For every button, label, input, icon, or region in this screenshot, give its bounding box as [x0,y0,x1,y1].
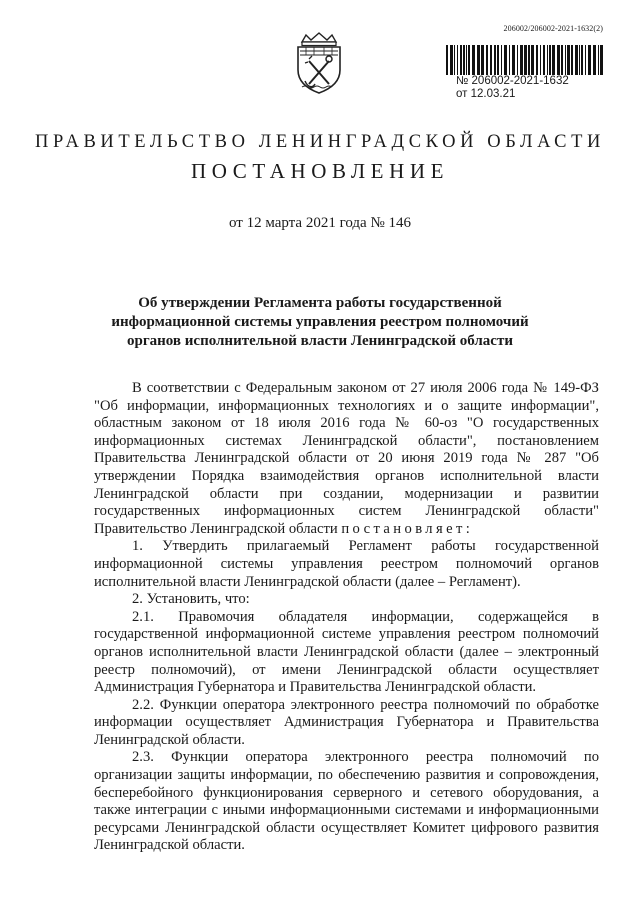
paragraph-item-2-1: 2.1. Правомочия обладателя информации, содержащейся в государственной информационной системе управления реестром полномочий органов исполнительной власти Ленинградской области (далее – электронный реестр полномочий), от имени Ленинградской области осуществляет Администрация Губернатора и Правительства Ленинградской области. [94,608,599,696]
barcode-bar [549,45,551,75]
barcode-bar [593,45,596,75]
barcode-bar [463,45,465,75]
barcode-bar [468,45,470,75]
barcode-bar [517,45,518,75]
barcode-bar [460,45,462,75]
barcode-icon [446,45,604,75]
barcode-bar [561,45,563,75]
barcode-bar [454,45,455,75]
heading-line: информационной системы управления реестром полномочий [111,314,529,330]
document-type: ПОСТАНОВЛЕНИЕ [190,159,450,183]
barcode-bar [543,45,545,75]
barcode-bar [585,45,586,75]
registration-stamp [446,45,606,101]
barcode-bar [450,45,453,75]
barcode-bar [531,45,534,75]
barcode-bar [520,45,523,75]
document-code: 206002/206002-2021-1632(2) [503,24,603,33]
barcode-bar [466,45,467,75]
barcode-bar [575,45,578,75]
barcode-bar [486,45,488,75]
barcode-bar [557,45,560,75]
barcode-bar [565,45,566,75]
barcode-bar [497,45,499,75]
barcode-bar [512,45,515,75]
barcode-bar [547,45,548,75]
barcode-bar [588,45,591,75]
preamble-paragraph [94,380,599,538]
barcode-bar [540,45,541,75]
barcode-bar [600,45,603,75]
registration-date: от 12.03.21 [456,88,516,100]
document-heading [90,294,550,351]
barcode-bar [524,45,527,75]
barcode-bar [552,45,555,75]
barcode-bar [579,45,580,75]
barcode-bar [446,45,448,75]
barcode-bar [536,45,538,75]
barcode-bar [477,45,480,75]
paragraph-item-2-3: 2.3. Функции оператора электронного реестра полномочий по организации защиты информации, по обеспечению развития и сопровождения, бесперебойного функционирования серверного и сетевого оборудования, а также интеграции с иными информационными системами и информационными ресурсами Ленинградской области осуществляет Комитет цифрового развития Ленинградской области. [94,749,599,854]
document-body [94,380,599,855]
barcode-bar [457,45,458,75]
paragraph-item-1: 1. Утвердить прилагаемый Регламент работы государственной информационной системы управления реестром полномочий органов исполнительной власти Ленинградской области (далее – Регламент). [94,538,599,590]
heading-line: Об утверждении Регламента работы государственной [138,295,502,311]
preamble-text: В соответствии с Федеральным законом от 27 июля 2006 года № 149-ФЗ "Об информации, информационных технологиях и о защите информации", областным законом от 18 июля 2016 года № 60-оз "О государственных информационных системах Ленинградской области", постановлением Правительства Ленинградской области от 20 июня 2019 года № 287 "Об утверждении Порядка взаимодействия органов исполнительной власти Ленинградской области при создании, модернизации и развитии государственных информационных систем Ленинградской области" Правительство Ленинградской области [94,380,599,537]
document-date-number: от 12 марта 2021 года № 146 [228,215,412,231]
barcode-bar [528,45,530,75]
barcode-bar [472,45,475,75]
barcode-bar [571,45,573,75]
barcode-bar [481,45,484,75]
heading-line: органов исполнительной власти Ленинградской области [127,333,513,349]
barcode-bar [490,45,492,75]
barcode-bar [504,45,507,75]
decree-word: постановляет: [341,520,474,537]
government-title: ПРАВИТЕЛЬСТВО ЛЕНИНГРАДСКОЙ ОБЛАСТИ [35,132,605,152]
paragraph-item-2: 2. Установить, что: [132,591,250,608]
leningrad-oblast-coat-of-arms-icon [294,32,344,94]
registration-number: № 206002-2021-1632 [456,75,569,87]
barcode-bar [509,45,510,75]
barcode-bar [567,45,570,75]
barcode-bar [581,45,583,75]
barcode-bar [501,45,502,75]
barcode-bar [494,45,496,75]
barcode-bar [598,45,599,75]
paragraph-item-2-2: 2.2. Функции оператора электронного реестра полномочий по обработке информации осуществляет Администрация Губернатора и Правительства Ленинградской области. [94,696,599,748]
